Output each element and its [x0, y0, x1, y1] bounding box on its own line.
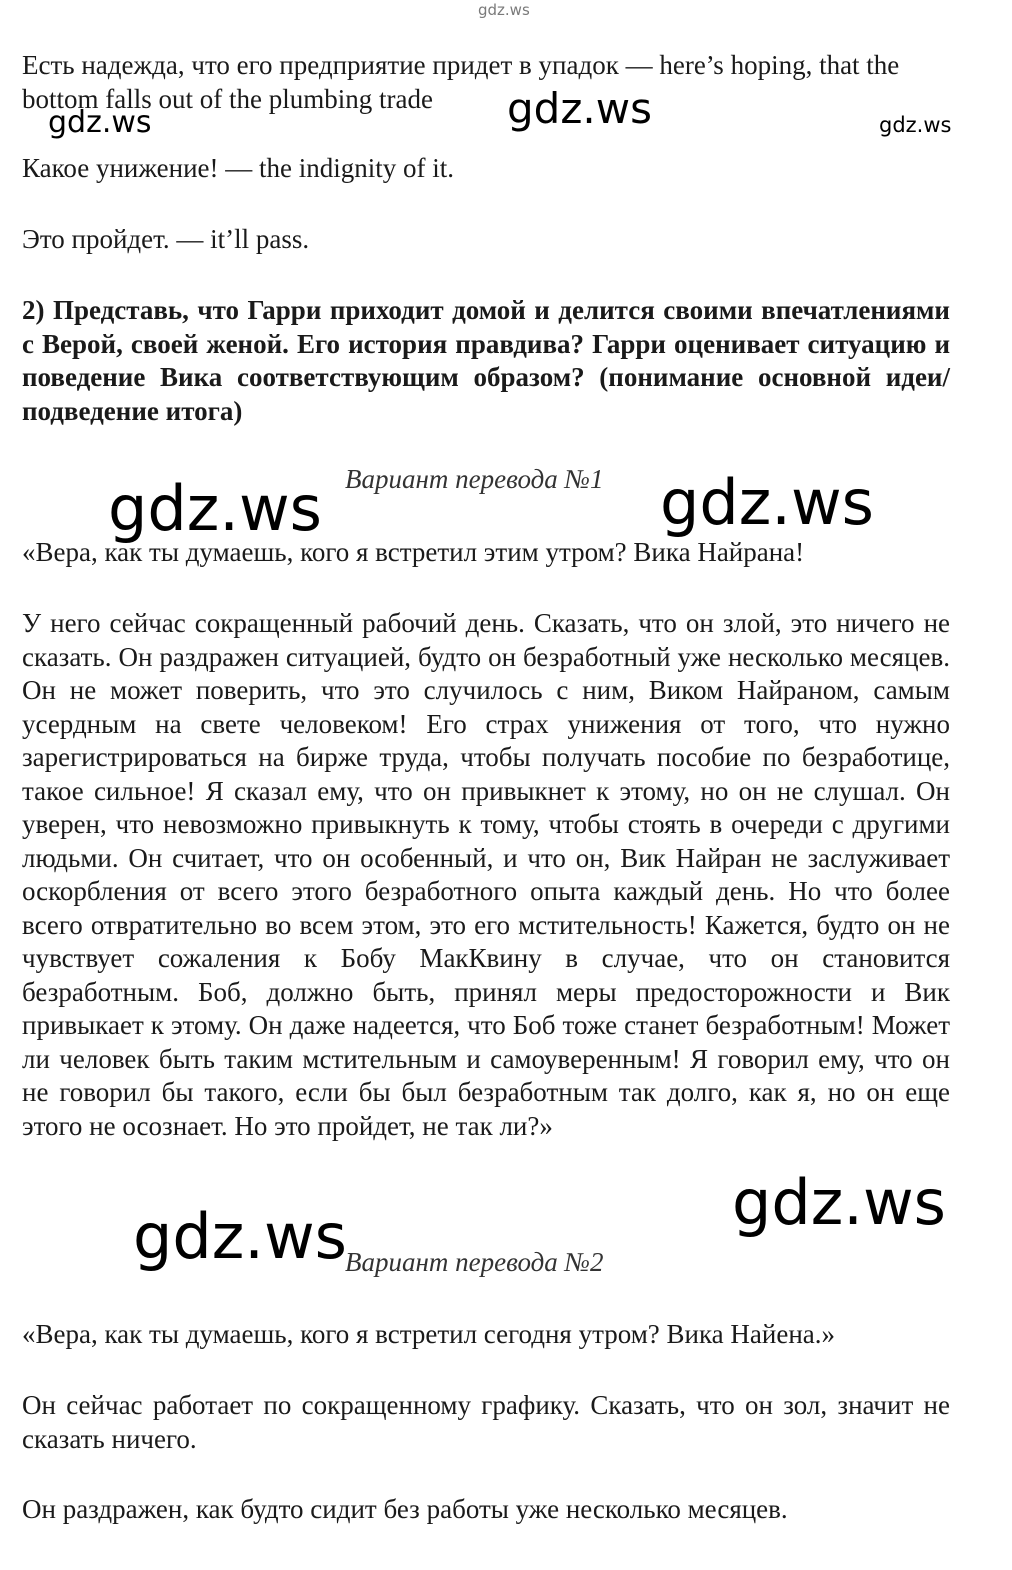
- variant-1-opening: «Вера, как ты думаешь, кого я встретил этим утром? Вика Найрана!: [22, 537, 805, 567]
- variant-2-opening: «Вера, как ты думаешь, кого я встретил сегодня утром? Вика Найена.»: [22, 1319, 836, 1349]
- variant-1-body: У него сейчас сокращенный рабочий день. Сказать, что он злой, это ничего не сказать. Он раздражен ситуацией, будто он безработный уже несколько месяцев. Он не может поверить, что это случилось с ним, Виком Найраном, самым усердным на свете человеком! Его страх унижения от того, что нужно зарегистрироваться на бирже труда, чтобы получать пособие по безработице, такое сильное! Я сказал ему, что он привыкнет к этому, но он не слушал. Он уверен, что невозможно привыкнуть к тому, чтобы стоять в очереди с другими людьми. Он считает, что он особенный, и что он, Вик Найран не заслуживает оскорбления от всего этого безработного опыта каждый день. Но что более всего отвратительно во всем этом, это его мстительность! Кажется, будто он не чувствует сожаления к Бобу МакКвину в случае, что он становится безработным. Боб, должно быть, принял меры предосторожности и Вик привыкает к этому. Он даже надеется, что Боб тоже станет безработным! Может ли человек быть таким мстительным и самоуверенным! Я говорил ему, что он не говорил бы такого, если бы был безработным так долго, как я, но он еще этого не осознает. Но это пройдет, не так ли?»: [22, 608, 950, 1141]
- watermark-large-right-lower: gdz.ws: [732, 1166, 946, 1239]
- watermark-large-right: gdz.ws: [660, 466, 874, 539]
- paragraph-hoping: Есть надежда, что его предприятие придет в упадок — here’s hoping, that the bottom falls out of the plumbing trade: [22, 50, 900, 114]
- task-heading: 2) Представь, что Гарри приходит домой и делится своими впечатлениями с Верой, своей женой. Его история правдива? Гарри оценивает ситуацию и поведение Вика соответствующим образом? (понимание основной идеи/подведение итога): [22, 295, 950, 426]
- watermark-large-left-lower: gdz.ws: [133, 1200, 347, 1273]
- paragraph-pass: Это пройдет. — it’ll pass.: [22, 224, 310, 254]
- variant-2-title: Вариант перевода №2: [345, 1247, 604, 1277]
- watermark-medium-center: gdz.ws: [507, 84, 652, 133]
- watermark-large-left: gdz.ws: [108, 472, 322, 545]
- variant-2-last: Он раздражен, как будто сидит без работы уже несколько месяцев.: [22, 1494, 788, 1524]
- watermark-small-left: gdz.ws: [48, 105, 152, 140]
- paragraph-indignity: Какое унижение! — the indignity of it.: [22, 153, 454, 183]
- watermark-small-right: gdz.ws: [879, 113, 952, 137]
- watermark-top: gdz.ws: [478, 1, 530, 19]
- variant-1-title: Вариант перевода №1: [345, 464, 604, 494]
- variant-2-body: Он сейчас работает по сокращенному графику. Сказать, что он зол, значит не сказать ничего.: [22, 1390, 950, 1454]
